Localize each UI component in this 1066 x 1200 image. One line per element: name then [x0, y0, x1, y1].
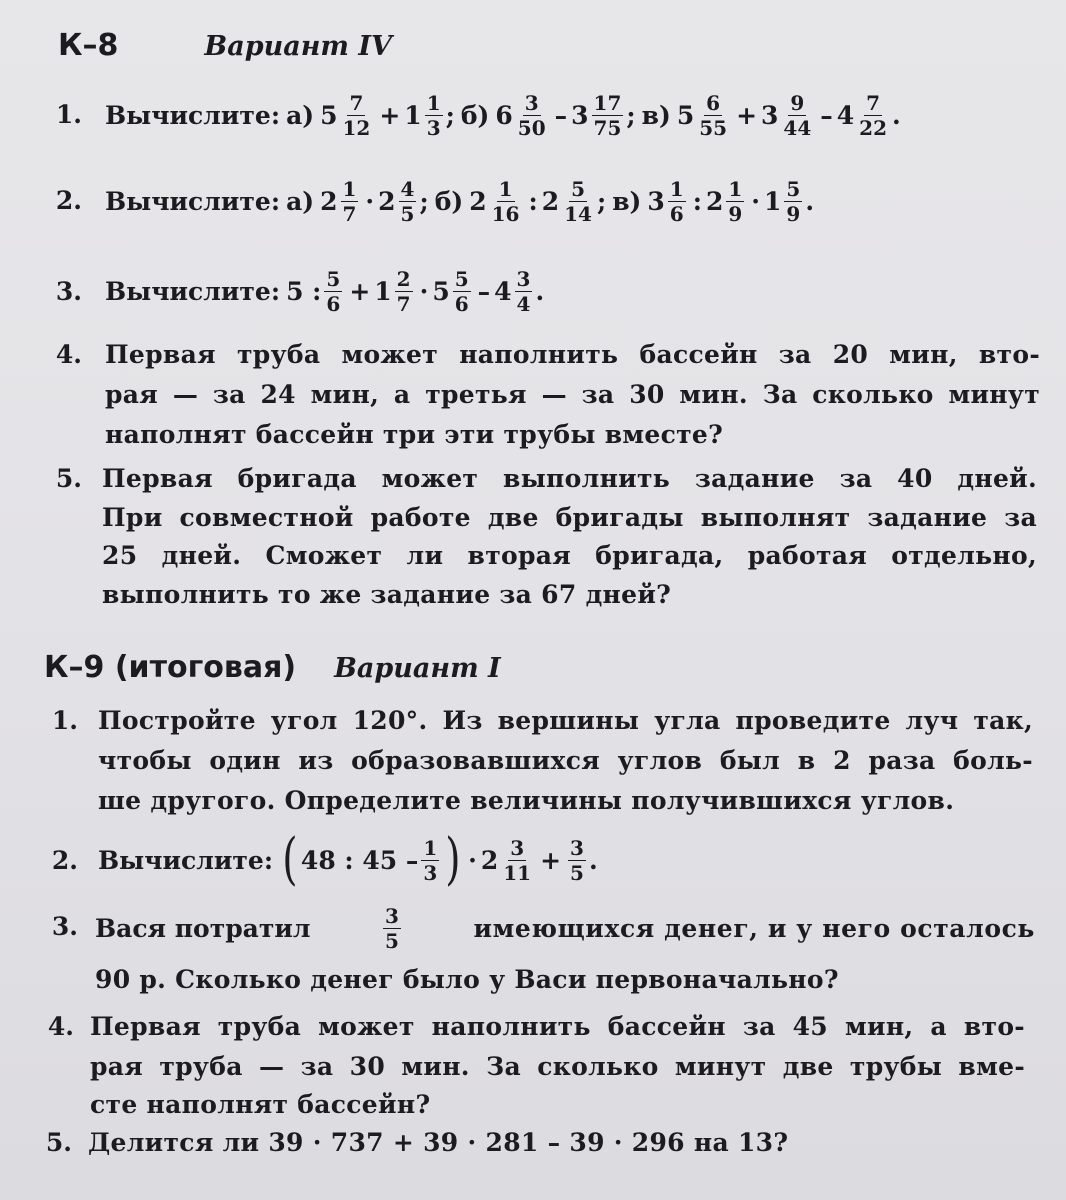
text-line: выполнить то же задание за 67 дней? [102, 580, 672, 609]
whole: 1 [764, 186, 782, 216]
problem-number: 5. [55, 464, 82, 493]
operator: · [751, 186, 760, 216]
whole: 3 [647, 186, 665, 216]
item-c: в) [612, 186, 642, 216]
text-line: 90 р. Сколько денег было у Васи первоначально? [95, 965, 839, 994]
problem-number: 2. [55, 186, 82, 215]
fraction: $\frac{1}{3}$ [423, 835, 438, 885]
fraction: $\frac{1}{16}$ [491, 176, 520, 226]
problem-number: 5. [45, 1128, 72, 1157]
whole: 3 [571, 100, 589, 130]
fraction: $\frac{1}{7}$ [342, 176, 357, 226]
whole: 4 [494, 276, 512, 306]
k8-problem-3 [105, 258, 544, 324]
whole: 2 [320, 186, 338, 216]
section-header-k9 [44, 650, 501, 685]
fraction: $\frac{3}{5}$ [570, 835, 584, 885]
fraction: $\frac{5}{14}$ [564, 176, 592, 226]
whole: 2 [541, 186, 560, 216]
operator: – [554, 100, 568, 130]
section-code: К–8 [58, 28, 119, 63]
text-line: Делится ли 39 · 737 + 39 · 281 – 39 · 296 на 13? [88, 1128, 789, 1157]
whole: 6 [495, 100, 513, 130]
text-line: Первая бригада может выполнить задание за 40 дней. [102, 464, 1037, 493]
whole: 4 [836, 100, 855, 130]
problem-number: 3. [51, 912, 78, 941]
k8-problem-1 [105, 82, 901, 148]
text-line: рая — за 24 мин, а третья — за 30 мин. За сколько минут [105, 380, 1040, 409]
fraction: $\frac{1}{6}$ [669, 176, 684, 226]
problem-number: 3. [55, 277, 82, 306]
problem-number: 1. [55, 100, 82, 129]
fraction: $\frac{1}{3}$ [426, 90, 441, 140]
text: имеющихся денег, и у него осталось [473, 913, 1035, 943]
whole: 2 [469, 186, 487, 216]
period: . [805, 186, 815, 216]
fraction: $\frac{5}{6}$ [326, 266, 341, 316]
item-b: б) [460, 100, 490, 130]
text-line: рая труба — за 30 мин. За сколько минут две трубы вме- [90, 1052, 1025, 1081]
fraction: $\frac{3}{11}$ [503, 835, 532, 885]
whole: 5 [320, 100, 338, 130]
variant-title: Вариант I [334, 653, 501, 684]
operator: + [540, 845, 562, 875]
problem-label: Вычислите: [105, 186, 281, 216]
period: . [588, 845, 598, 875]
fraction: $\frac{7}{22}$ [859, 90, 888, 140]
k9-problem-3-line-1 [95, 895, 1035, 961]
problem-label: Вычислите: [98, 845, 274, 875]
text-line: Постройте угол 120°. Из вершины угла проведите луч так, [98, 706, 1033, 735]
text-line: чтобы один из образовавшихся углов был в 2 раза боль- [98, 746, 1033, 775]
operator: · [468, 845, 477, 875]
fraction: $\frac{9}{44}$ [783, 90, 812, 140]
item-c: в) [641, 100, 671, 130]
text: Вася потратил [95, 913, 311, 943]
term: 5 : [286, 276, 322, 306]
whole: 2 [705, 186, 724, 216]
fraction: $\frac{17}{75}$ [593, 90, 622, 140]
fraction: $\frac{6}{55}$ [699, 90, 728, 140]
period: . [535, 276, 545, 306]
separator: ; [626, 100, 636, 130]
whole: 3 [761, 100, 779, 130]
whole: 1 [404, 100, 422, 130]
fraction: $\frac{1}{9}$ [728, 176, 743, 226]
problem-number: 2. [51, 846, 78, 875]
fraction: $\frac{5}{9}$ [786, 176, 801, 226]
problem-label: Вычислите: [105, 276, 281, 306]
fraction: $\frac{3}{50}$ [517, 90, 546, 140]
operator: + [349, 276, 371, 306]
section-code: К–9 (итоговая) [44, 650, 297, 685]
separator: ; [596, 186, 607, 216]
fraction: $\frac{2}{7}$ [396, 266, 411, 316]
variant-title: Вариант IV [204, 31, 392, 62]
term: 48 : 45 – [300, 845, 419, 875]
fraction: $\frac{3}{5}$ [385, 903, 399, 953]
operator: + [736, 100, 758, 130]
operator: · [419, 276, 429, 306]
operator: : [528, 186, 538, 216]
problem-number: 4. [47, 1012, 74, 1041]
operator: + [379, 100, 401, 130]
operator: : [692, 186, 702, 216]
k9-problem-2 [98, 826, 598, 894]
whole: 1 [374, 276, 392, 306]
fraction: $\frac{4}{5}$ [400, 176, 415, 226]
text-line: Первая труба может наполнить бассейн за 45 мин, а вто- [90, 1012, 1025, 1041]
text-line: При совместной работе две бригады выполнят задание за [102, 503, 1037, 532]
whole: 2 [480, 845, 499, 875]
operator: – [477, 276, 491, 306]
fraction: $\frac{7}{12}$ [342, 90, 371, 140]
fraction: $\frac{3}{4}$ [516, 266, 531, 316]
problem-label: Вычислите: [105, 100, 281, 130]
whole: 5 [432, 276, 450, 306]
text-line: сте наполнят бассейн? [90, 1090, 431, 1119]
item-a: а) [286, 100, 315, 130]
text-line: ше другого. Определите величины получившихся углов. [98, 786, 955, 815]
fraction: $\frac{5}{6}$ [454, 266, 469, 316]
right-paren: ) [445, 827, 461, 892]
text-line: Первая труба может наполнить бассейн за 20 мин, вто- [105, 340, 1040, 369]
left-paren: ( [282, 827, 298, 892]
whole: 2 [378, 186, 396, 216]
problem-number: 1. [51, 706, 78, 735]
item-a: а) [286, 186, 315, 216]
operator: · [365, 186, 375, 216]
operator: – [820, 100, 833, 130]
problem-number: 4. [55, 340, 82, 369]
text-line: 25 дней. Сможет ли вторая бригада, работая отдельно, [102, 541, 1037, 570]
separator: ; [445, 100, 455, 130]
period: . [892, 100, 901, 130]
k8-problem-2 [105, 168, 814, 234]
separator: ; [419, 186, 429, 216]
section-header-k8 [58, 28, 392, 63]
text-line: наполнят бассейн три эти трубы вместе? [105, 420, 724, 449]
whole: 5 [676, 100, 695, 130]
item-b: б) [434, 186, 464, 216]
